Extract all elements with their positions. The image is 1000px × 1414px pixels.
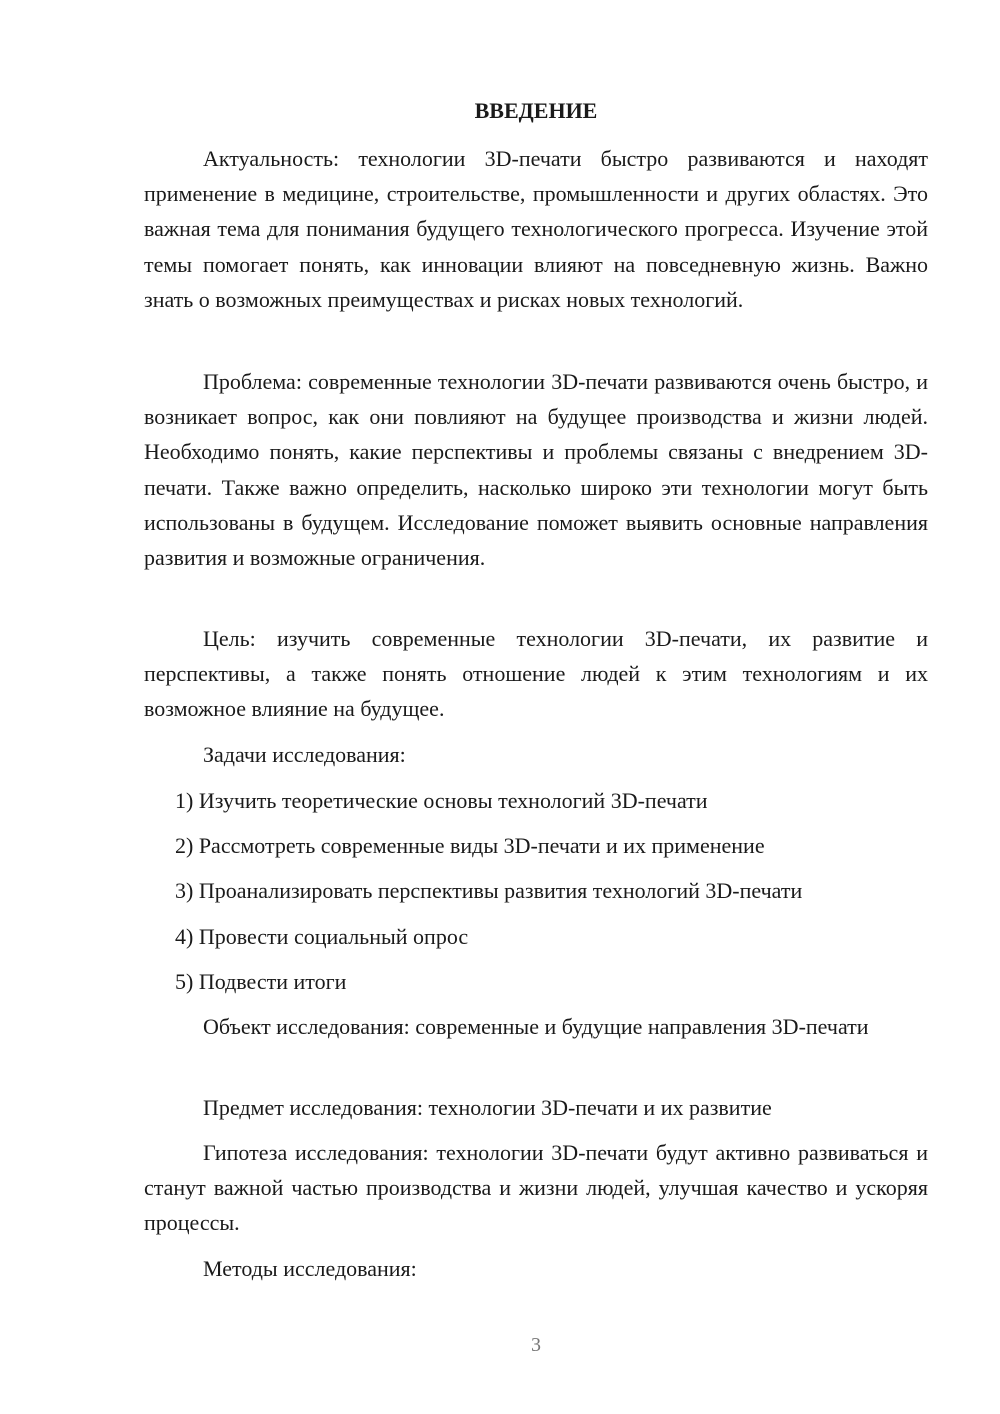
paragraph-goal: Цель: изучить современные технологии 3D-печати, их развитие и перспективы, а также понять отношение людей к этим технологиям и их возможное влияние на будущее. [144, 626, 928, 722]
paragraph-problem: Проблема: современные технологии 3D-печати развиваются очень быстро, и возникает вопрос, как они повлияют на будущее производства и жизни людей. Необходимо понять, какие перспективы и проблемы связаны с внедрением 3D-печати. Также важно определить, насколько широко эти технологии могут быть использованы в будущем. Исследование поможет выявить основные направления развития и возможные ограничения. [144, 369, 928, 571]
methods-heading: Методы исследования: [203, 1256, 417, 1281]
task-list-item: 2) Рассмотреть современные виды 3D-печати и их применение [175, 833, 765, 858]
paragraph-hypothesis: Гипотеза исследования: технологии 3D-печати будут активно развиваться и станут важной частью производства и жизни людей, улучшая качество и ускоряя процессы. [144, 1140, 928, 1236]
task-list-item: 5) Подвести итоги [175, 969, 347, 994]
paragraph-relevance: Актуальность: технологии 3D-печати быстро развиваются и находят применение в медицине, строительстве, промышленности и других областях. Это важная тема для понимания будущего технологического прогресса. Изучение этой темы помогает понять, как инновации влияют на повседневную жизнь. Важно знать о возможных преимуществах и рисках новых технологий. [144, 146, 928, 312]
page-title: ВВЕДЕНИЕ [474, 98, 598, 123]
paragraph-subject: Предмет исследования: технологии 3D-печати и их развитие [203, 1095, 772, 1120]
task-list-item: 1) Изучить теоретические основы технологий 3D-печати [175, 788, 708, 813]
page-number: 3 [531, 1334, 541, 1356]
task-list-item: 3) Проанализировать перспективы развития технологий 3D-печати [175, 878, 803, 903]
tasks-heading: Задачи исследования: [203, 742, 406, 767]
paragraph-object: Объект исследования: современные и будущие направления 3D-печати [203, 1014, 869, 1039]
task-list-item: 4) Провести социальный опрос [175, 924, 469, 949]
